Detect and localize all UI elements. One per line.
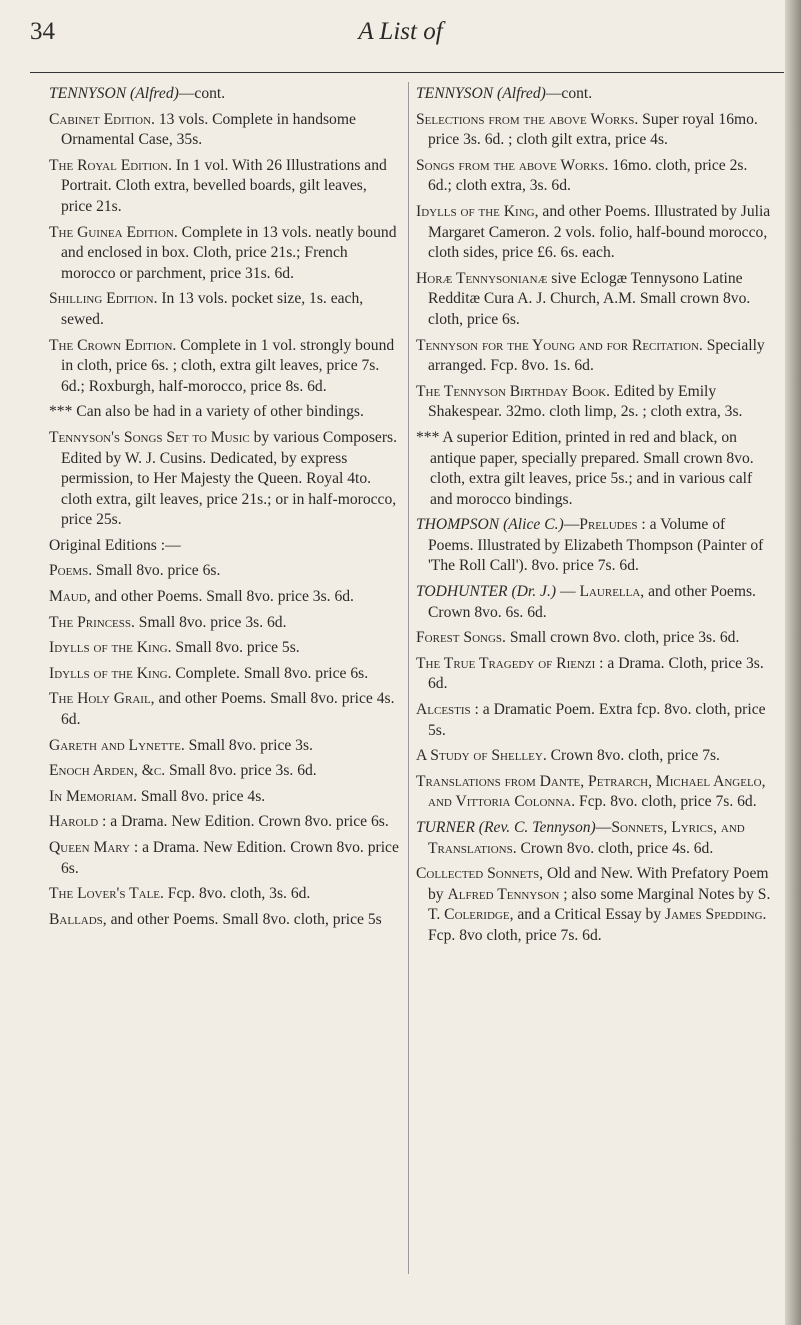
entry-text: 13 vols. Complete in handsome Ornamental Case, 35s. (61, 110, 356, 149)
entry-text: by various Composers. Edited by W. J. Cusins. Dedicated, by express permission, to Her Majesty the Queen. Royal 4to. cloth extra, gilt leaves, price 21s.; or in half-morocco, price 25s. (61, 428, 397, 529)
person-name: James Spedding (665, 906, 763, 924)
entry-text: a Dramatic Poem. Extra fcp. 8vo. cloth, price 5s. (428, 701, 766, 739)
entry-title: The Crown Edition. (49, 336, 177, 354)
entry-turner (416, 818, 772, 859)
entry-title: The Royal Edition. (49, 156, 173, 174)
person-name: Alfred Tennyson (447, 885, 560, 903)
entry-crown-edition (49, 336, 401, 398)
entry-guinea-edition (49, 223, 401, 285)
original-editions-label: Original Editions :— (49, 536, 181, 554)
entry-idylls-1 (49, 638, 401, 659)
entry-text: Small 8vo. price 5s. (171, 639, 300, 657)
entry-enoch-arden (49, 761, 401, 782)
left-author-heading (49, 84, 401, 105)
author-name: TODHUNTER (Dr. J.) (416, 583, 557, 601)
entry-text: Crown 8vo. cloth, price 7s. (546, 747, 720, 765)
entry-title: A Study of Shelley. (416, 747, 547, 765)
right-column (416, 84, 772, 952)
entry-ballads (49, 910, 401, 931)
entry-princess (49, 613, 401, 634)
entry-horae (416, 269, 772, 331)
entry-text: Crown 8vo. cloth, price 4s. 6d. (516, 839, 714, 857)
entry-text: 16mo. cloth, price 2s. 6d.; cloth extra, 3s. 6d. (428, 156, 748, 195)
entry-text: Complete in 1 vol. strongly bound in cloth, price 6s. ; cloth, extra gilt leaves, price 7s. 6d.; Roxburgh, half-morocco, price 8s. 6d. (61, 336, 395, 395)
entry-text: , and a Critical Essay by (509, 906, 666, 924)
entry-title: Tennyson for the Young and for Recitation. (416, 336, 703, 354)
entry-text: Old and New. With Prefatory Poem by (428, 865, 769, 903)
entry-selections (416, 110, 772, 151)
entry-songs (416, 156, 772, 197)
entry-text: Specially arranged. Fcp. 8vo. 1s. 6d. (428, 336, 765, 375)
entry-lovers-tale (49, 884, 401, 905)
entry-birthday-book (416, 382, 772, 423)
entry-text: and other Poems. Small 8vo. cloth, price 5s (106, 910, 382, 928)
entry-title: Idylls of the King. (49, 664, 172, 682)
author-name: TENNYSON (Alfred) (49, 85, 179, 102)
entry-text: Fcp. 8vo. cloth, price 7s. 6d. (575, 793, 757, 811)
entry-for-the-young (416, 336, 772, 377)
entry-title: Translations from Dante, Petrarch, Michael Angelo, and Vittoria Colonna. (416, 772, 766, 811)
entry-text: and other Poems. Small 8vo. price 4s. 6d. (61, 690, 395, 729)
entry-title: Selections from the above Works. (416, 110, 639, 128)
running-title: A List of (358, 18, 443, 45)
entry-title: Gareth and Lynette. (49, 736, 185, 754)
author-name: TENNYSON (Alfred) (416, 85, 546, 102)
entry-text: and other Poems. Illustrated by Julia Margaret Cameron. 2 vols. folio, half-bound morocco, cloth sides, price £6. 6s. each. (428, 202, 771, 262)
entry-title: Queen Mary : (49, 839, 139, 856)
entry-title: Songs from the above Works. (416, 156, 609, 174)
entry-text: and other Poems. Small 8vo. price 3s. 6d. (90, 588, 354, 606)
page-number: 34 (30, 18, 55, 45)
entry-text: Edited by Emily Shakespear. 32mo. cloth limp, 2s. ; cloth extra, 3s. (428, 382, 743, 421)
entry-text: . Fcp. 8vo cloth, price 7s. 6d. (428, 906, 767, 944)
entry-songs-set-to-music (49, 428, 401, 531)
entry-title: In Memoriam. (49, 787, 137, 805)
entry-title: The Holy Grail, (49, 690, 155, 708)
entry-text: Complete. Small 8vo. price 6s. (171, 664, 369, 682)
bindings-note: *** Can also be had in a variety of other bindings. (49, 403, 364, 421)
entry-title: The Tennyson Birthday Book. (416, 382, 611, 400)
entry-text: and other Poems. Crown 8vo. 6s. 6d. (428, 583, 756, 621)
entry-text: In 13 vols. pocket size, 1s. each, sewed. (61, 290, 364, 328)
entry-queen-mary (49, 838, 401, 879)
entry-title: Collected Sonnets, (416, 865, 544, 883)
heading-suffix: —cont. (178, 85, 226, 102)
page-header (0, 18, 801, 58)
entry-title: The Guinea Edition. (49, 223, 178, 241)
entry-todhunter (416, 582, 772, 623)
entry-text: In 1 vol. With 26 Illustrations and Portrait. Cloth extra, bevelled boards, gilt leaves, price 21s. (61, 156, 387, 215)
column-divider (408, 82, 409, 1274)
entry-text: Super royal 16mo. price 3s. 6d. ; cloth gilt extra, price 4s. (428, 110, 758, 149)
entry-title: Forest Songs. (416, 629, 506, 647)
person-name: Coleridge (444, 906, 510, 924)
entry-title: —Sonnets, Lyrics, and Translations. (428, 819, 745, 857)
entry-title: Tennyson's Songs Set to Music (49, 428, 250, 446)
entry-text: Small 8vo. price 3s. (184, 736, 313, 754)
entry-royal-edition (49, 156, 401, 218)
entry-idylls-illustrated (416, 202, 772, 264)
entry-text: Small crown 8vo. cloth, price 3s. 6d. (505, 629, 740, 647)
entry-thompson (416, 515, 772, 577)
entry-title: — Laurella, (556, 583, 645, 601)
entry-title: Alcestis : (416, 701, 479, 719)
entry-translations (416, 772, 772, 813)
entry-forest-songs (416, 628, 772, 649)
entry-gareth (49, 736, 401, 757)
entry-title: Horæ Tennysonianæ (416, 269, 548, 287)
right-author-heading (416, 84, 772, 105)
entry-in-memoriam (49, 787, 401, 808)
entry-collected-sonnets (416, 864, 772, 946)
entry-title: Enoch Arden, &c. (49, 762, 166, 780)
entry-title: Harold : (49, 813, 107, 831)
entry-idylls-complete (49, 664, 401, 685)
entry-title: The True Tragedy of Rienzi : (416, 654, 604, 672)
entry-text: a Volume of Poems. Illustrated by Elizabeth Thompson (Painter of 'The Roll Call'). 8vo. price 7s. 6d. (428, 516, 764, 575)
entry-shelley (416, 746, 772, 767)
entry-text: Small 8vo. price 4s. (136, 787, 266, 805)
entry-title: Idylls of the King, (416, 202, 539, 220)
entry-title: Ballads, (49, 910, 107, 928)
entry-text: Small 8vo. price 3s. 6d. (165, 762, 317, 780)
entry-harold (49, 812, 401, 833)
left-column (49, 84, 401, 935)
entry-holy-grail (49, 689, 401, 730)
entry-text: a Drama. New Edition. Crown 8vo. price 6s. (61, 839, 399, 877)
heading-suffix: —cont. (545, 85, 593, 102)
entry-title: Shilling Edition. (49, 290, 158, 308)
author-name: TURNER (Rev. C. Tennyson) (416, 819, 596, 836)
entry-title: The Princess. (49, 613, 135, 631)
author-name: THOMPSON (Alice C.) (416, 516, 564, 534)
entry-rienzi (416, 654, 772, 695)
entry-maud (49, 587, 401, 608)
entry-text: ; also some Marginal Notes by S. T. (428, 885, 771, 924)
entry-text: sive Eclogæ Tennysono Latine Redditæ Cura A. J. Church, A.M. Small crown 8vo. cloth, price 6s. (428, 269, 751, 328)
entry-title: Maud, (49, 588, 91, 606)
superior-edition-note: *** A superior Edition, printed in red and black, on antique paper, specially prepared. Small crown 8vo. cloth, extra gilt leaves, price 5s.; and in various calf and morocco bindings. (416, 428, 754, 508)
entry-text: a Drama. New Edition. Crown 8vo. price 6s. (106, 813, 389, 831)
entry-title: Cabinet Edition. (49, 110, 155, 128)
entry-text: Complete in 13 vols. neatly bound and enclosed in box. Cloth, price 21s.; French morocco or parchment, price 31s. 6d. (61, 223, 397, 282)
entry-poems (49, 561, 401, 582)
entry-title: Poems. (49, 562, 93, 580)
entry-text: a Drama. Cloth, price 3s. 6d. (428, 654, 764, 693)
entry-title: The Lover's Tale. (49, 885, 164, 903)
entry-alcestis (416, 700, 772, 741)
entry-text: Fcp. 8vo. cloth, 3s. 6d. (163, 885, 311, 903)
entry-cabinet-edition (49, 110, 401, 151)
entry-shilling-edition (49, 289, 401, 330)
header-rule (30, 72, 784, 73)
page-edge-shadow (785, 0, 801, 1325)
entry-text: Small 8vo. price 6s. (92, 562, 221, 580)
entry-title: Idylls of the King. (49, 639, 172, 657)
entry-text: Small 8vo. price 3s. 6d. (134, 613, 287, 631)
entry-title: —Preludes : (563, 516, 646, 534)
